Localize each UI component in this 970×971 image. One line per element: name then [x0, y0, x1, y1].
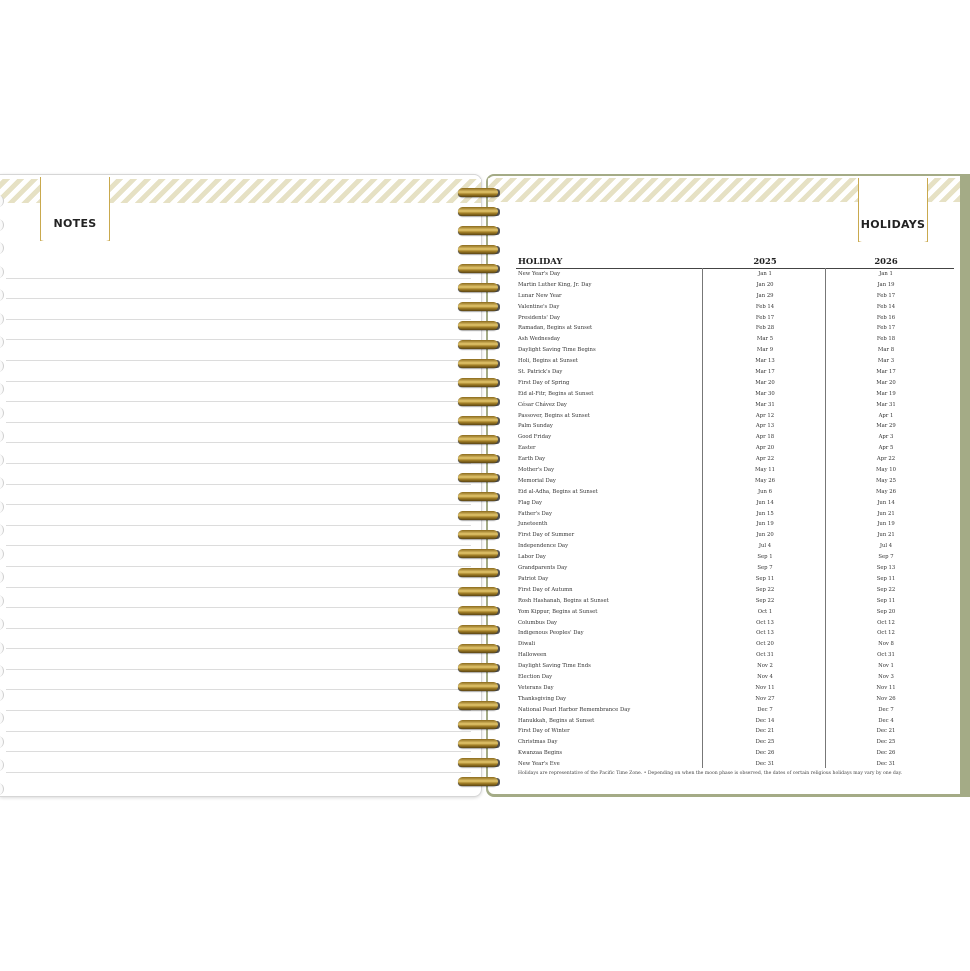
note-lines	[6, 258, 471, 773]
table-row	[516, 683, 954, 694]
holiday-name: Diwali	[518, 641, 536, 648]
date-2026: Jan 1	[879, 271, 893, 277]
date-2025: Jun 20	[756, 532, 774, 539]
note-line	[6, 588, 471, 609]
date-2026: Apr 5	[878, 445, 894, 452]
date-2026: Nov 26	[876, 695, 896, 702]
date-2025: Dec 31	[755, 761, 775, 768]
holiday-name: Presidents' Day	[518, 314, 560, 321]
table-row	[516, 432, 954, 443]
date-2026: Mar 29	[876, 423, 896, 430]
holiday-name: Easter	[518, 445, 536, 452]
punch-hole	[0, 759, 4, 771]
spiral-coil	[456, 338, 504, 354]
table-row	[516, 443, 954, 454]
date-2025: Feb 28	[755, 325, 775, 332]
note-line	[6, 299, 471, 320]
spiral-coil	[456, 395, 504, 411]
date-2025: Oct 31	[756, 652, 774, 659]
date-2025: Nov 27	[755, 695, 775, 702]
holiday-name: New Year's Day	[518, 271, 561, 277]
table-row	[516, 650, 954, 661]
spiral-coil	[456, 319, 504, 335]
date-2026: Nov 11	[876, 684, 896, 691]
date-2026: Mar 17	[876, 369, 896, 376]
punch-hole	[0, 454, 4, 466]
punch-hole	[0, 524, 4, 536]
table-row	[516, 291, 954, 302]
date-2026: Feb 17	[876, 325, 896, 332]
holiday-name: Ash Wednesday	[518, 336, 560, 343]
date-2026: Jun 21	[877, 510, 895, 517]
table-row	[516, 280, 954, 291]
table-row	[516, 476, 954, 487]
punch-edge	[0, 175, 5, 796]
spiral-coil	[456, 300, 504, 316]
date-2025: Jul 4	[758, 543, 772, 550]
table-row	[516, 400, 954, 411]
table-row	[516, 639, 954, 650]
table-row	[516, 596, 954, 607]
date-2025: Oct 13	[756, 619, 774, 626]
holiday-name: Halloween	[518, 652, 547, 659]
punch-hole	[0, 618, 4, 630]
date-2025: Apr 12	[755, 412, 775, 419]
date-2026: Nov 1	[878, 663, 894, 670]
spiral-coil	[456, 509, 504, 525]
date-2025: Sep 1	[757, 554, 773, 561]
note-line	[6, 629, 471, 650]
note-line	[6, 732, 471, 753]
date-2026: Mar 19	[876, 390, 896, 397]
punch-hole	[0, 736, 4, 748]
table-row	[516, 519, 954, 530]
note-line	[6, 649, 471, 670]
footnote: Holidays are representative of the Pacific Time Zone. • Depending on when the moon phase is observed, the dates of certain religious holidays may vary by one day.	[518, 771, 903, 776]
holiday-name: Ramadan, Begins at Sunset	[518, 325, 593, 332]
holiday-name: Independence Day	[518, 543, 569, 550]
holiday-name: Eid al-Fitr, Begins at Sunset	[518, 390, 594, 397]
date-2026: May 25	[876, 477, 896, 484]
punch-hole	[0, 665, 4, 677]
table-row	[516, 389, 954, 400]
holidays-page	[488, 176, 960, 794]
spiral-coil	[456, 661, 504, 677]
date-2026: Dec 7	[878, 706, 894, 713]
spiral-coil	[456, 452, 504, 468]
date-2026: Jun 21	[877, 532, 895, 539]
date-2026: Dec 26	[876, 750, 896, 757]
table-row	[516, 661, 954, 672]
holiday-name: National Pearl Harbor Remembrance Day	[518, 706, 631, 713]
table-row	[516, 716, 954, 727]
holiday-name: Palm Sunday	[518, 423, 553, 430]
note-line	[6, 361, 471, 382]
date-2025: Feb 17	[755, 314, 775, 321]
note-line	[6, 443, 471, 464]
table-row	[516, 269, 954, 280]
punch-hole	[0, 266, 4, 278]
note-line	[6, 279, 471, 300]
holiday-name: Juneteenth	[518, 521, 548, 528]
punch-hole	[0, 195, 4, 207]
table-row	[516, 726, 954, 737]
date-2025: Sep 22	[755, 597, 775, 604]
date-2026: Jan 19	[877, 281, 895, 288]
table-row	[516, 628, 954, 639]
spiral-coil	[456, 205, 504, 221]
holiday-name: Kwanzaa Begins	[518, 750, 563, 757]
date-2026: Sep 11	[876, 575, 896, 582]
punch-hole	[0, 313, 4, 325]
spiral-binding	[456, 180, 504, 790]
table-row	[516, 694, 954, 705]
table-row	[516, 509, 954, 520]
punch-hole	[0, 501, 4, 513]
table-row	[516, 552, 954, 563]
table-row	[516, 737, 954, 748]
holiday-name: Earth Day	[518, 456, 546, 463]
holiday-name: Flag Day	[518, 499, 542, 506]
holiday-name: Labor Day	[518, 554, 546, 561]
date-2025: Mar 9	[756, 347, 774, 354]
date-2026: Sep 20	[876, 608, 896, 615]
date-2025: Jun 15	[756, 510, 774, 517]
table-row	[516, 345, 954, 356]
spiral-coil	[456, 281, 504, 297]
table-row	[516, 618, 954, 629]
date-2025: Apr 22	[755, 456, 775, 463]
note-line	[6, 546, 471, 567]
date-2025: Sep 11	[755, 575, 775, 582]
spiral-coil	[456, 243, 504, 259]
date-2025: Apr 20	[755, 445, 775, 452]
date-2026: Mar 31	[876, 401, 896, 408]
spiral-coil	[456, 357, 504, 373]
note-line	[6, 567, 471, 588]
punch-hole	[0, 219, 4, 231]
table-row	[516, 411, 954, 422]
punch-hole	[0, 430, 4, 442]
holiday-name: First Day of Summer	[518, 532, 575, 539]
punch-hole	[0, 783, 4, 795]
note-line	[6, 382, 471, 403]
table-row	[516, 421, 954, 432]
note-line	[6, 402, 471, 423]
holiday-name: Father's Day	[518, 510, 552, 517]
holiday-name: Indigenous Peoples' Day	[518, 630, 584, 637]
holiday-name: Grandparents Day	[518, 565, 568, 572]
spiral-coil	[456, 471, 504, 487]
notes-page	[0, 174, 482, 797]
date-2026: Jun 14	[877, 499, 895, 506]
holiday-name: St. Patrick's Day	[518, 369, 563, 376]
date-2025: Nov 2	[757, 663, 773, 670]
date-2025: Mar 5	[756, 336, 774, 343]
holiday-name: Hanukkah, Begins at Sunset	[518, 717, 595, 724]
date-2025: Apr 13	[755, 423, 775, 430]
holiday-name: Eid al-Adha, Begins at Sunset	[518, 488, 598, 495]
date-2025: Apr 18	[755, 434, 775, 441]
spiral-coil	[456, 566, 504, 582]
date-2026: Sep 22	[876, 586, 896, 593]
note-line	[6, 320, 471, 341]
date-2026: May 10	[876, 467, 896, 474]
table-row	[516, 498, 954, 509]
punch-hole	[0, 360, 4, 372]
note-line	[6, 258, 471, 279]
date-2026: Dec 4	[878, 717, 894, 724]
holiday-name: Holi, Begins at Sunset	[518, 358, 578, 365]
punch-hole	[0, 548, 4, 560]
punch-hole	[0, 642, 4, 654]
holiday-name: First Day of Autumn	[518, 586, 573, 593]
table-row	[516, 356, 954, 367]
table-row	[516, 759, 954, 770]
date-2026: Dec 25	[876, 739, 896, 746]
date-2026: Sep 7	[878, 554, 894, 561]
holiday-name: First Day of Spring	[518, 379, 570, 386]
date-2025: Mar 17	[755, 369, 775, 376]
date-2026: Nov 3	[878, 673, 894, 680]
date-2026: Sep 11	[876, 597, 896, 604]
spiral-coil	[456, 623, 504, 639]
date-2026: Mar 20	[876, 379, 896, 386]
holidays-title: HOLIDAYS	[860, 218, 926, 231]
date-2026: Sep 13	[876, 565, 896, 572]
date-2026: Mar 3	[877, 358, 895, 365]
date-2025: Nov 4	[757, 673, 773, 680]
punch-hole	[0, 336, 4, 348]
date-2025: Dec 25	[755, 739, 775, 746]
holiday-table	[516, 256, 954, 770]
holiday-name: Veterans Day	[518, 684, 554, 691]
date-2025: May 26	[755, 477, 775, 484]
date-2025: Sep 22	[755, 586, 775, 593]
date-2026: Oct 12	[877, 619, 895, 626]
spiral-coil	[456, 414, 504, 430]
date-2025: Sep 7	[757, 565, 773, 572]
table-row	[516, 454, 954, 465]
spiral-coil	[456, 680, 504, 696]
holiday-name: Rosh Hashanah, Begins at Sunset	[518, 597, 609, 604]
table-row	[516, 487, 954, 498]
table-row	[516, 585, 954, 596]
spiral-coil	[456, 528, 504, 544]
holiday-name: New Year's Eve	[518, 761, 560, 768]
spiral-coil	[456, 547, 504, 563]
holiday-name: Patriot Day	[518, 575, 549, 582]
date-2026: Nov 8	[878, 641, 894, 648]
date-2026: Feb 18	[876, 336, 896, 343]
table-row	[516, 313, 954, 324]
spiral-coil	[456, 737, 504, 753]
date-2025: Feb 14	[755, 303, 775, 310]
date-2025: Nov 11	[755, 684, 775, 691]
table-row	[516, 541, 954, 552]
punch-hole	[0, 477, 4, 489]
table-row	[516, 607, 954, 618]
notes-tab	[40, 177, 110, 241]
table-row	[516, 465, 954, 476]
header-2026: 2026	[874, 256, 898, 266]
note-line	[6, 526, 471, 547]
date-2025: Oct 1	[757, 608, 773, 615]
date-2026: Dec 21	[876, 728, 896, 735]
holidays-tab	[858, 178, 928, 242]
punch-hole	[0, 242, 4, 254]
note-line	[6, 608, 471, 629]
table-row	[516, 574, 954, 585]
spiral-coil	[456, 376, 504, 392]
spiral-coil	[456, 585, 504, 601]
holiday-name: César Chávez Day	[518, 401, 567, 408]
table-header	[516, 256, 954, 269]
holiday-name: Yom Kippur, Begins at Sunset	[518, 608, 598, 615]
spiral-coil	[456, 490, 504, 506]
punch-hole	[0, 689, 4, 701]
spiral-coil	[456, 262, 504, 278]
spiral-coil	[456, 642, 504, 658]
note-line	[6, 752, 471, 773]
date-2025: Oct 13	[756, 630, 774, 637]
note-line	[6, 485, 471, 506]
date-2026: Mar 8	[877, 347, 895, 354]
date-2025: Jan 20	[756, 281, 774, 288]
table-row	[516, 530, 954, 541]
note-line	[6, 670, 471, 691]
date-2025: Dec 26	[755, 750, 775, 757]
date-2026: Apr 1	[878, 412, 894, 419]
punch-hole	[0, 571, 4, 583]
date-2025: Mar 13	[755, 358, 775, 365]
punch-hole	[0, 407, 4, 419]
holiday-name: Thanksgiving Day	[518, 695, 567, 702]
spiral-coil	[456, 775, 504, 791]
date-2026: Oct 31	[877, 652, 895, 659]
spiral-coil	[456, 756, 504, 772]
holiday-name: Martin Luther King, Jr. Day	[518, 281, 592, 288]
holiday-name: Christmas Day	[518, 739, 558, 746]
date-2025: Oct 20	[756, 641, 774, 648]
table-row	[516, 302, 954, 313]
date-2025: Jun 19	[756, 521, 774, 528]
table-row	[516, 705, 954, 716]
date-2025: Jan 1	[758, 271, 772, 277]
spiral-coil	[456, 718, 504, 734]
table-row	[516, 563, 954, 574]
note-line	[6, 505, 471, 526]
spiral-coil	[456, 186, 504, 202]
punch-hole	[0, 289, 4, 301]
date-2026: Apr 22	[876, 456, 896, 463]
table-row	[516, 367, 954, 378]
note-line	[6, 423, 471, 444]
spiral-coil	[456, 224, 504, 240]
holiday-name: Daylight Saving Time Ends	[518, 663, 591, 670]
table-row	[516, 748, 954, 759]
note-line	[6, 464, 471, 485]
date-2026: Jul 4	[879, 543, 893, 550]
date-2026: Oct 12	[877, 630, 895, 637]
table-row	[516, 323, 954, 334]
holiday-name: Mother's Day	[518, 467, 555, 474]
date-2026: Feb 16	[876, 314, 896, 321]
date-2025: Dec 21	[755, 728, 775, 735]
holiday-name: Valentine's Day	[518, 303, 560, 310]
holiday-name: Memorial Day	[518, 477, 556, 484]
header-2025: 2025	[753, 256, 777, 266]
date-2025: Mar 30	[755, 390, 775, 397]
holiday-rows	[516, 269, 954, 770]
table-row	[516, 378, 954, 389]
note-line	[6, 340, 471, 361]
punch-hole	[0, 712, 4, 724]
date-2025: Jun 6	[757, 488, 772, 495]
date-2025: Dec 7	[757, 706, 773, 713]
date-2025: Jun 14	[756, 499, 774, 506]
holiday-name: Passover, Begins at Sunset	[518, 412, 590, 419]
date-2025: Dec 14	[755, 717, 775, 724]
date-2026: Feb 17	[876, 292, 896, 299]
spiral-coil	[456, 604, 504, 620]
header-holiday: HOLIDAY	[518, 256, 563, 266]
date-2025: Jan 29	[756, 292, 774, 299]
punch-hole	[0, 595, 4, 607]
holiday-name: Columbus Day	[518, 619, 557, 626]
spiral-coil	[456, 699, 504, 715]
date-2026: Jun 19	[877, 521, 895, 528]
note-line	[6, 711, 471, 732]
holiday-name: Daylight Saving Time Begins	[518, 347, 596, 354]
date-2026: May 26	[876, 488, 896, 495]
note-line	[6, 690, 471, 711]
holiday-name: Lunar New Year	[518, 292, 562, 299]
holiday-name: Election Day	[518, 673, 553, 680]
date-2025: May 11	[755, 467, 775, 474]
date-2026: Feb 14	[876, 303, 896, 310]
date-2026: Dec 31	[876, 761, 896, 768]
table-row	[516, 672, 954, 683]
date-2025: Mar 20	[755, 379, 775, 386]
notes-title: NOTES	[53, 217, 97, 230]
holiday-name: Good Friday	[518, 434, 552, 441]
holiday-name: First Day of Winter	[518, 728, 570, 735]
date-2025: Mar 31	[755, 401, 775, 408]
spiral-coil	[456, 433, 504, 449]
date-2026: Apr 3	[878, 434, 894, 441]
punch-hole	[0, 383, 4, 395]
table-row	[516, 334, 954, 345]
